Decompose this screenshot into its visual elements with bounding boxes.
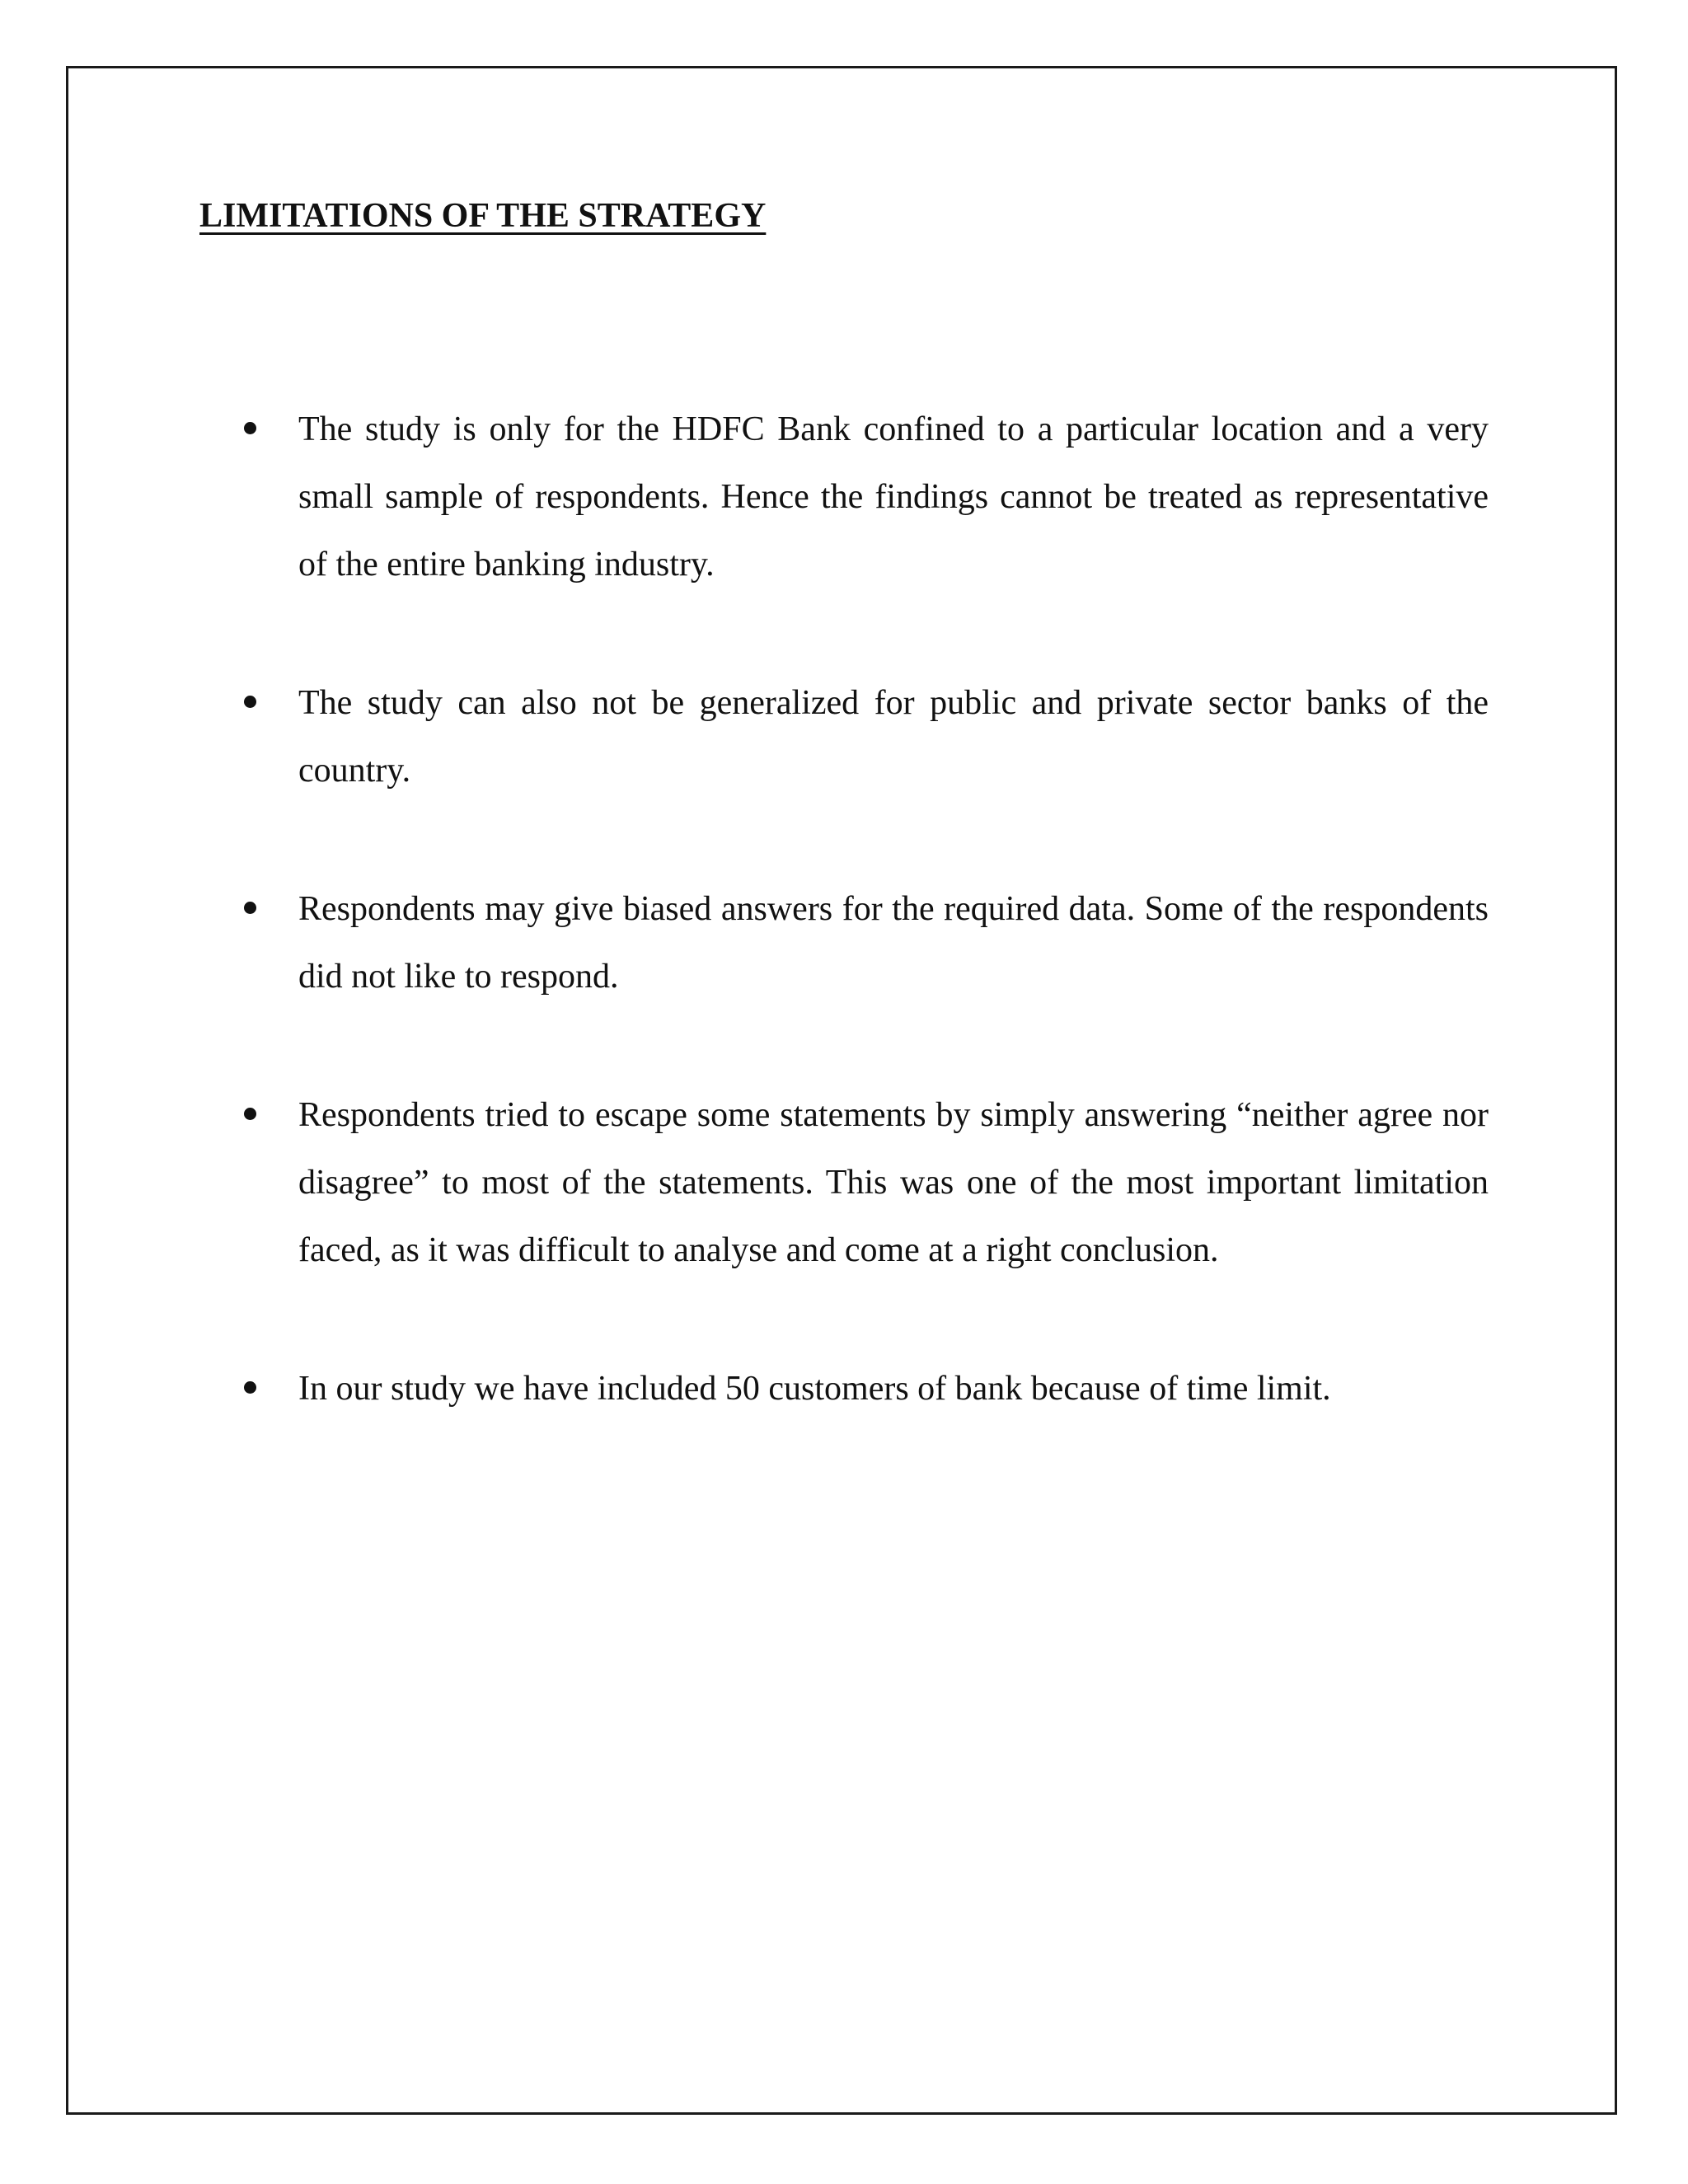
section-heading: LIMITATIONS OF THE STRATEGY [199,197,767,235]
list-item [244,1081,1489,1284]
limitations-list [244,396,1489,1422]
bullet-icon [244,1108,256,1120]
list-item-text: The study can also not be generalized for public and private sector banks of the country. [298,684,1489,790]
list-item-text: The study is only for the HDFC Bank confined to a particular location and a very small sample of respondents. Hence the findings cannot be treated as representative of the entire banking industry. [298,410,1489,583]
list-item [244,875,1489,1010]
list-item [244,669,1489,804]
list-item-text: In our study we have included 50 customers of bank because of time limit. [298,1370,1331,1408]
list-item [244,1355,1489,1422]
bullet-icon [244,1381,256,1394]
list-item [244,396,1489,598]
bullet-icon [244,902,256,914]
bullet-icon [244,696,256,708]
list-item-text: Respondents may give biased answers for the required data. Some of the respondents did not like to respond. [298,890,1489,996]
list-item-text: Respondents tried to escape some statements by simply answering “neither agree nor disagree” to most of the statements. This was one of the most important limitation faced, as it was difficult to analyse and come at a right conclusion. [298,1096,1489,1269]
bullet-icon [244,422,256,434]
